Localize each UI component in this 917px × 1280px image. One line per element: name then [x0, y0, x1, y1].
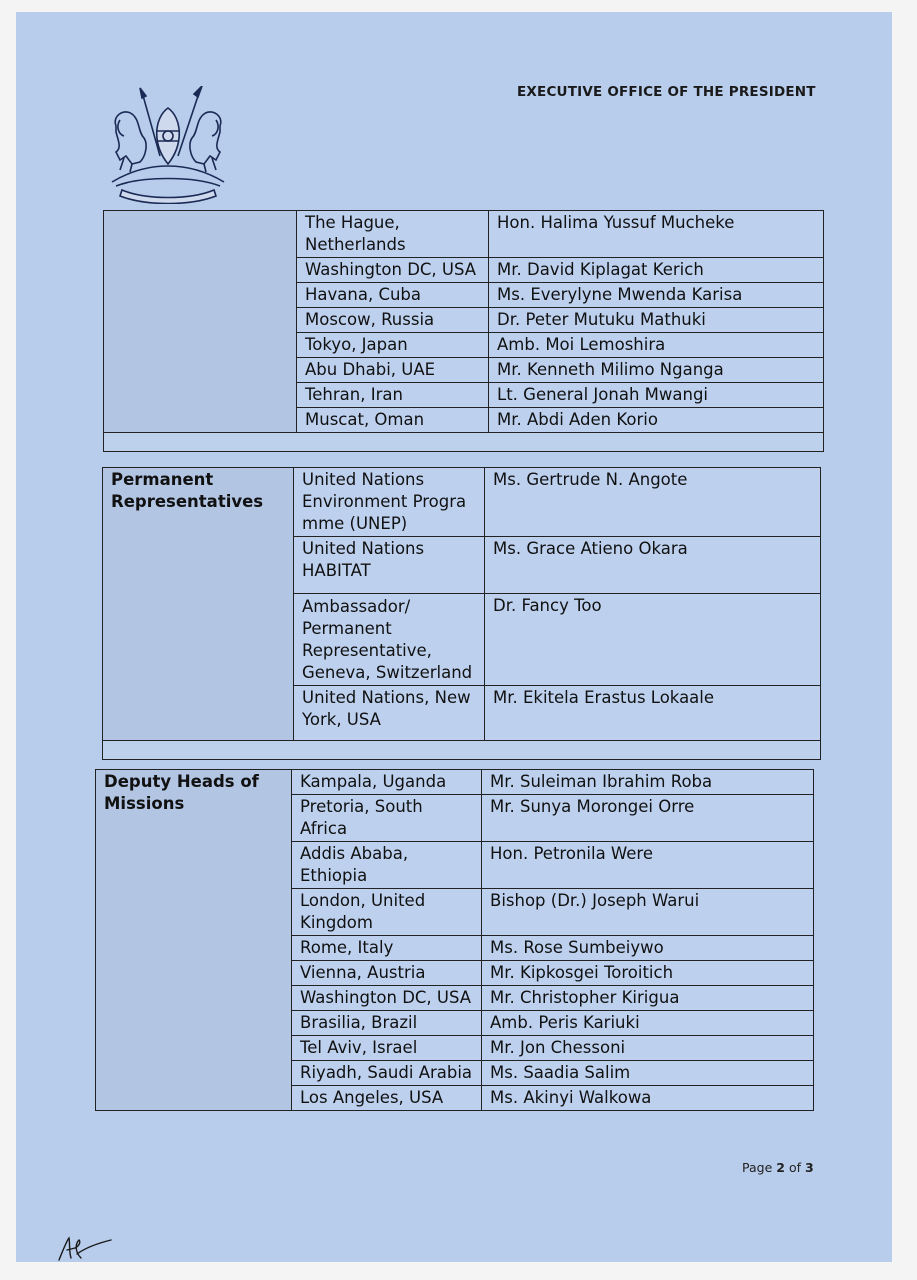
location-cell: United Nations, New York, USA — [294, 686, 485, 741]
location-cell: The Hague, Netherlands — [297, 211, 489, 258]
location-cell: Muscat, Oman — [297, 408, 489, 433]
name-cell: Mr. Abdi Aden Korio — [489, 408, 824, 433]
page-prefix: Page — [742, 1160, 773, 1175]
location-cell: Washington DC, USA — [292, 986, 482, 1011]
name-cell: Mr. Kipkosgei Toroitich — [482, 961, 814, 986]
location-cell: United Nations HABITAT — [294, 537, 485, 594]
table-row — [96, 770, 814, 795]
page-number — [742, 1160, 814, 1175]
table-row — [103, 468, 821, 537]
location-cell: Rome, Italy — [292, 936, 482, 961]
name-cell: Amb. Peris Kariuki — [482, 1011, 814, 1036]
name-cell: Amb. Moi Lemoshira — [489, 333, 824, 358]
name-cell: Dr. Fancy Too — [485, 594, 821, 686]
office-header-title: EXECUTIVE OFFICE OF THE PRESIDENT — [517, 84, 816, 100]
location-cell: London, United Kingdom — [292, 889, 482, 936]
name-cell: Mr. David Kiplagat Kerich — [489, 258, 824, 283]
name-cell: Dr. Peter Mutuku Mathuki — [489, 308, 824, 333]
location-cell: Addis Ababa, Ethiopia — [292, 842, 482, 889]
name-cell: Bishop (Dr.) Joseph Warui — [482, 889, 814, 936]
name-cell: Ms. Saadia Salim — [482, 1061, 814, 1086]
location-cell: Tokyo, Japan — [297, 333, 489, 358]
name-cell: Mr. Kenneth Milimo Nganga — [489, 358, 824, 383]
location-cell: Los Angeles, USA — [292, 1086, 482, 1111]
location-cell: Vienna, Austria — [292, 961, 482, 986]
table-row — [104, 211, 824, 258]
category-cell: Permanent Representatives — [103, 468, 294, 741]
name-cell: Mr. Ekitela Erastus Lokaale — [485, 686, 821, 741]
spacer-cell — [103, 741, 821, 760]
location-cell: Tel Aviv, Israel — [292, 1036, 482, 1061]
deputy-heads-table — [95, 769, 814, 1111]
location-cell: Tehran, Iran — [297, 383, 489, 408]
category-cell: Deputy Heads of Missions — [96, 770, 292, 1111]
page-total: 3 — [804, 1160, 814, 1175]
name-cell: Ms. Everylyne Mwenda Karisa — [489, 283, 824, 308]
location-cell: Ambassador/ Permanent Representative, Geneva, Switzerland — [294, 594, 485, 686]
kenya-coat-of-arms-icon — [102, 86, 234, 204]
spacer-cell — [104, 433, 824, 452]
location-cell: Abu Dhabi, UAE — [297, 358, 489, 383]
location-cell: Kampala, Uganda — [292, 770, 482, 795]
name-cell: Hon. Petronila Were — [482, 842, 814, 889]
name-cell: Mr. Jon Chessoni — [482, 1036, 814, 1061]
spacer-row — [104, 433, 824, 452]
location-cell: Havana, Cuba — [297, 283, 489, 308]
name-cell: Ms. Akinyi Walkowa — [482, 1086, 814, 1111]
handwritten-signature-icon — [55, 1232, 115, 1264]
page-of: of — [788, 1160, 801, 1175]
permanent-representatives-table — [102, 467, 821, 760]
location-cell: Brasilia, Brazil — [292, 1011, 482, 1036]
name-cell: Ms. Gertrude N. Angote — [485, 468, 821, 537]
location-cell: Moscow, Russia — [297, 308, 489, 333]
location-cell: Pretoria, South Africa — [292, 795, 482, 842]
name-cell: Lt. General Jonah Mwangi — [489, 383, 824, 408]
name-cell: Ms. Grace Atieno Okara — [485, 537, 821, 594]
page-current: 2 — [776, 1160, 785, 1175]
category-cell — [104, 211, 297, 433]
name-cell: Hon. Halima Yussuf Mucheke — [489, 211, 824, 258]
name-cell: Mr. Suleiman Ibrahim Roba — [482, 770, 814, 795]
name-cell: Ms. Rose Sumbeiywo — [482, 936, 814, 961]
location-cell: Washington DC, USA — [297, 258, 489, 283]
location-cell: Riyadh, Saudi Arabia — [292, 1061, 482, 1086]
ambassadors-table — [103, 210, 824, 452]
name-cell: Mr. Sunya Morongei Orre — [482, 795, 814, 842]
spacer-row — [103, 741, 821, 760]
location-cell: United Nations Environment Progra mme (UNEP) — [294, 468, 485, 537]
name-cell: Mr. Christopher Kirigua — [482, 986, 814, 1011]
